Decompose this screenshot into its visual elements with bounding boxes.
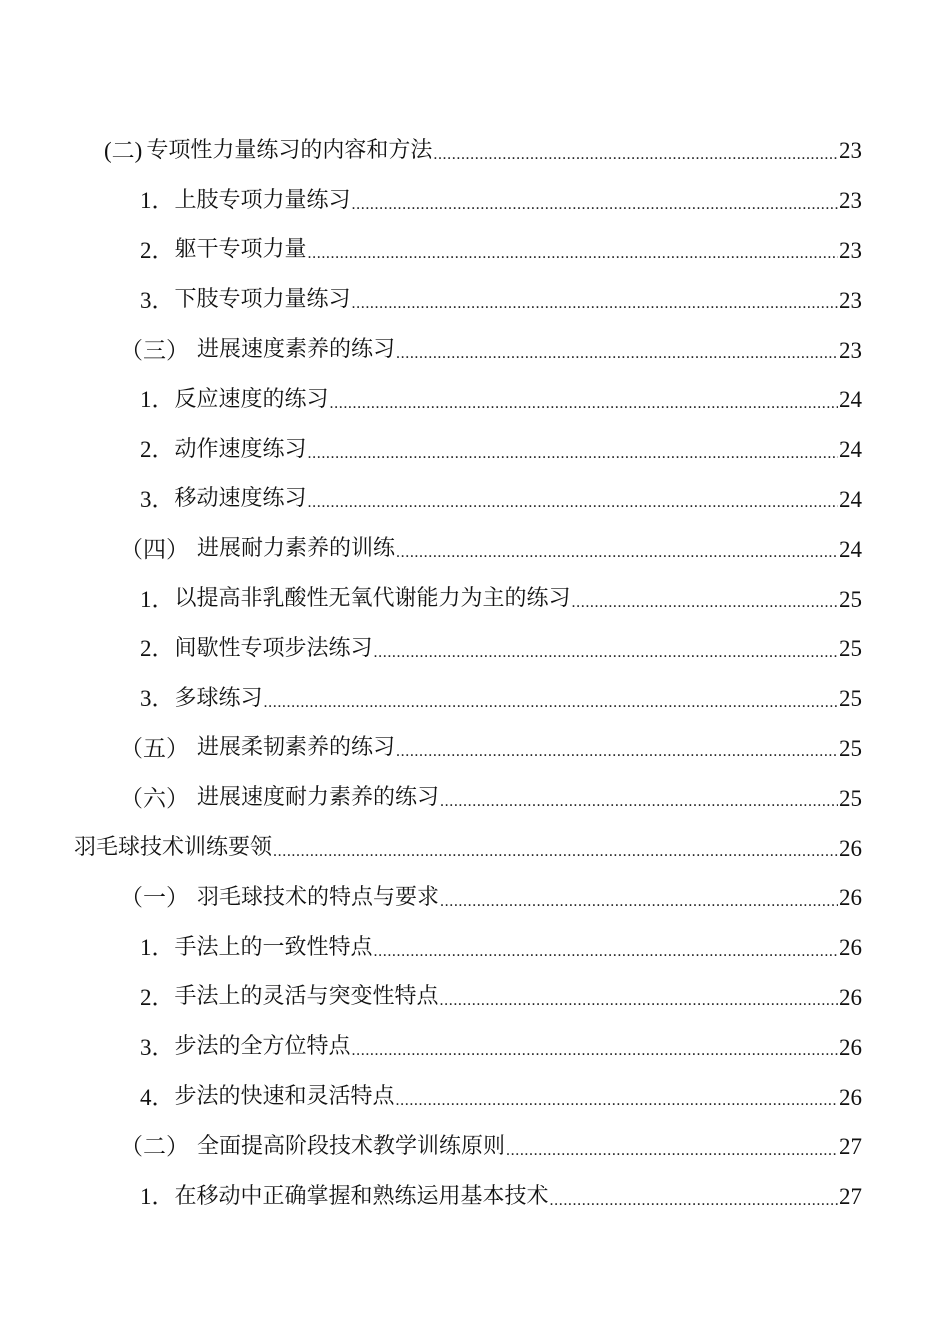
toc-dot-leader — [352, 296, 838, 325]
toc-dot-leader — [352, 1043, 838, 1072]
toc-entry-page-number: 27 — [839, 1184, 862, 1210]
toc-entry[interactable] — [0, 325, 950, 375]
toc-dot-leader — [572, 595, 838, 624]
toc-entry-number: （一） — [120, 885, 189, 911]
toc-entry-title: 步法的快速和灵活特点 — [174, 1084, 395, 1110]
toc-entry-page-number: 24 — [839, 387, 862, 413]
toc-entry-number: 1． — [140, 935, 175, 961]
toc-entry-number: 1． — [140, 387, 175, 413]
toc-entry-title: 进展柔韧素养的练习 — [197, 735, 396, 761]
toc-entry[interactable] — [0, 126, 950, 176]
toc-entry-title: 上肢专项力量练习 — [174, 187, 351, 213]
toc-entry-title: 羽毛球技术的特点与要求 — [197, 884, 440, 910]
toc-entry[interactable] — [0, 1072, 950, 1122]
toc-entry-title: 移动速度练习 — [174, 486, 307, 512]
toc-entry-number: （三） — [120, 337, 189, 363]
toc-entry[interactable] — [0, 176, 950, 226]
toc-entry[interactable] — [0, 1122, 950, 1172]
toc-entry-page-number: 24 — [839, 536, 862, 562]
toc-entry-page-number: 24 — [839, 486, 862, 512]
toc-entry-number: （四） — [120, 536, 189, 562]
toc-dot-leader — [308, 495, 838, 524]
toc-entry[interactable] — [0, 574, 950, 624]
toc-dot-leader — [396, 346, 838, 375]
toc-entry-title: 进展速度素养的练习 — [197, 337, 396, 363]
toc-entry-number: 1． — [140, 586, 175, 612]
toc-entry-page-number: 25 — [839, 735, 862, 761]
toc-dot-leader — [440, 794, 838, 823]
toc-entry-number: 3． — [140, 287, 175, 313]
toc-entry-number: 2． — [140, 437, 175, 463]
toc-entry[interactable] — [0, 275, 950, 325]
toc-dot-leader — [308, 446, 838, 475]
toc-entry-number: （二） — [120, 1134, 189, 1160]
toc-dot-leader — [506, 1143, 838, 1172]
toc-entry-title: 进展耐力素养的训练 — [197, 536, 396, 562]
toc-entry[interactable] — [0, 1022, 950, 1072]
toc-entry-page-number: 26 — [839, 1084, 862, 1110]
toc-entry-page-number: 27 — [839, 1134, 862, 1160]
toc-entry-title: 进展速度耐力素养的练习 — [197, 785, 440, 811]
toc-entry-number: 3． — [140, 1034, 175, 1060]
toc-entry-page-number: 26 — [839, 935, 862, 961]
toc-dot-leader — [396, 545, 838, 574]
toc-entry-page-number: 23 — [839, 138, 862, 164]
toc-entry[interactable] — [0, 674, 950, 724]
toc-dot-leader — [396, 744, 838, 773]
toc-entry[interactable] — [0, 973, 950, 1023]
toc-entry[interactable] — [0, 1172, 950, 1222]
toc-entry-title: 羽毛球技术训练要领 — [74, 835, 273, 861]
toc-entry-title: 手法上的灵活与突变性特点 — [174, 984, 439, 1010]
toc-entry-number: 2． — [140, 636, 175, 662]
toc-entry-title: 反应速度的练习 — [174, 386, 329, 412]
toc-entry-page-number: 23 — [839, 287, 862, 313]
toc-entry-page-number: 25 — [839, 636, 862, 662]
toc-dot-leader — [273, 844, 838, 873]
toc-entry-title: 动作速度练习 — [174, 436, 307, 462]
toc-entry-number: 1． — [140, 1184, 175, 1210]
toc-entry-page-number: 23 — [839, 237, 862, 263]
toc-dot-leader — [264, 695, 838, 724]
toc-entry-number: 2． — [140, 984, 175, 1010]
toc-entry-page-number: 23 — [839, 337, 862, 363]
toc-entry-page-number: 26 — [839, 1034, 862, 1060]
toc-entry-page-number: 26 — [839, 885, 862, 911]
toc-entry[interactable] — [0, 375, 950, 425]
toc-dot-leader — [440, 993, 838, 1022]
toc-dot-leader — [396, 1093, 838, 1122]
toc-entry-number: 4． — [140, 1084, 175, 1110]
toc-entry-number: 1． — [140, 188, 175, 214]
toc-dot-leader — [550, 1193, 838, 1222]
toc-dot-leader — [308, 246, 838, 275]
toc-entry-number: 3． — [140, 686, 175, 712]
toc-entry-number: （五） — [120, 735, 189, 761]
toc-entry-page-number: 23 — [839, 188, 862, 214]
toc-entry-title: 手法上的一致性特点 — [174, 934, 373, 960]
toc-entry[interactable] — [0, 524, 950, 574]
toc-entry-page-number: 26 — [839, 984, 862, 1010]
toc-dot-leader — [440, 894, 838, 923]
toc-dot-leader — [330, 396, 838, 425]
toc-entry[interactable] — [0, 724, 950, 774]
toc-entry-title: 专项性力量练习的内容和方法 — [146, 137, 433, 163]
toc-entry-page-number: 24 — [839, 437, 862, 463]
toc-dot-leader — [374, 645, 838, 674]
toc-entry-page-number: 25 — [839, 785, 862, 811]
toc-entry[interactable] — [0, 425, 950, 475]
toc-entry-page-number: 26 — [839, 835, 862, 861]
toc-entry-title: 多球练习 — [174, 685, 263, 711]
toc-entry[interactable] — [0, 873, 950, 923]
toc-entry-title: 在移动中正确掌握和熟练运用基本技术 — [174, 1183, 549, 1209]
toc-dot-leader — [374, 944, 838, 973]
toc-entry-page-number: 25 — [839, 586, 862, 612]
toc-entry-title: 以提高非乳酸性无氧代谢能力为主的练习 — [174, 586, 571, 612]
toc-entry[interactable] — [0, 226, 950, 276]
toc-entry[interactable] — [0, 475, 950, 525]
toc-dot-leader — [433, 147, 838, 176]
toc-entry[interactable] — [0, 624, 950, 674]
toc-entry[interactable] — [0, 823, 950, 873]
toc-entry-number: （六） — [120, 785, 189, 811]
toc-entry-title: 步法的全方位特点 — [174, 1034, 351, 1060]
toc-entry[interactable] — [0, 773, 950, 823]
toc-entry[interactable] — [0, 923, 950, 973]
toc-entry-title: 下肢专项力量练习 — [174, 287, 351, 313]
toc-entry-number: 2． — [140, 237, 175, 263]
toc-entry-title: 全面提高阶段技术教学训练原则 — [197, 1133, 506, 1159]
toc-entry-number: 3． — [140, 486, 175, 512]
toc-entry-title: 躯干专项力量 — [174, 237, 307, 263]
toc-entry-number: (二) — [104, 138, 143, 164]
table-of-contents — [0, 126, 950, 1222]
toc-entry-page-number: 25 — [839, 686, 862, 712]
toc-entry-title: 间歇性专项步法练习 — [174, 635, 373, 661]
toc-dot-leader — [352, 197, 838, 226]
